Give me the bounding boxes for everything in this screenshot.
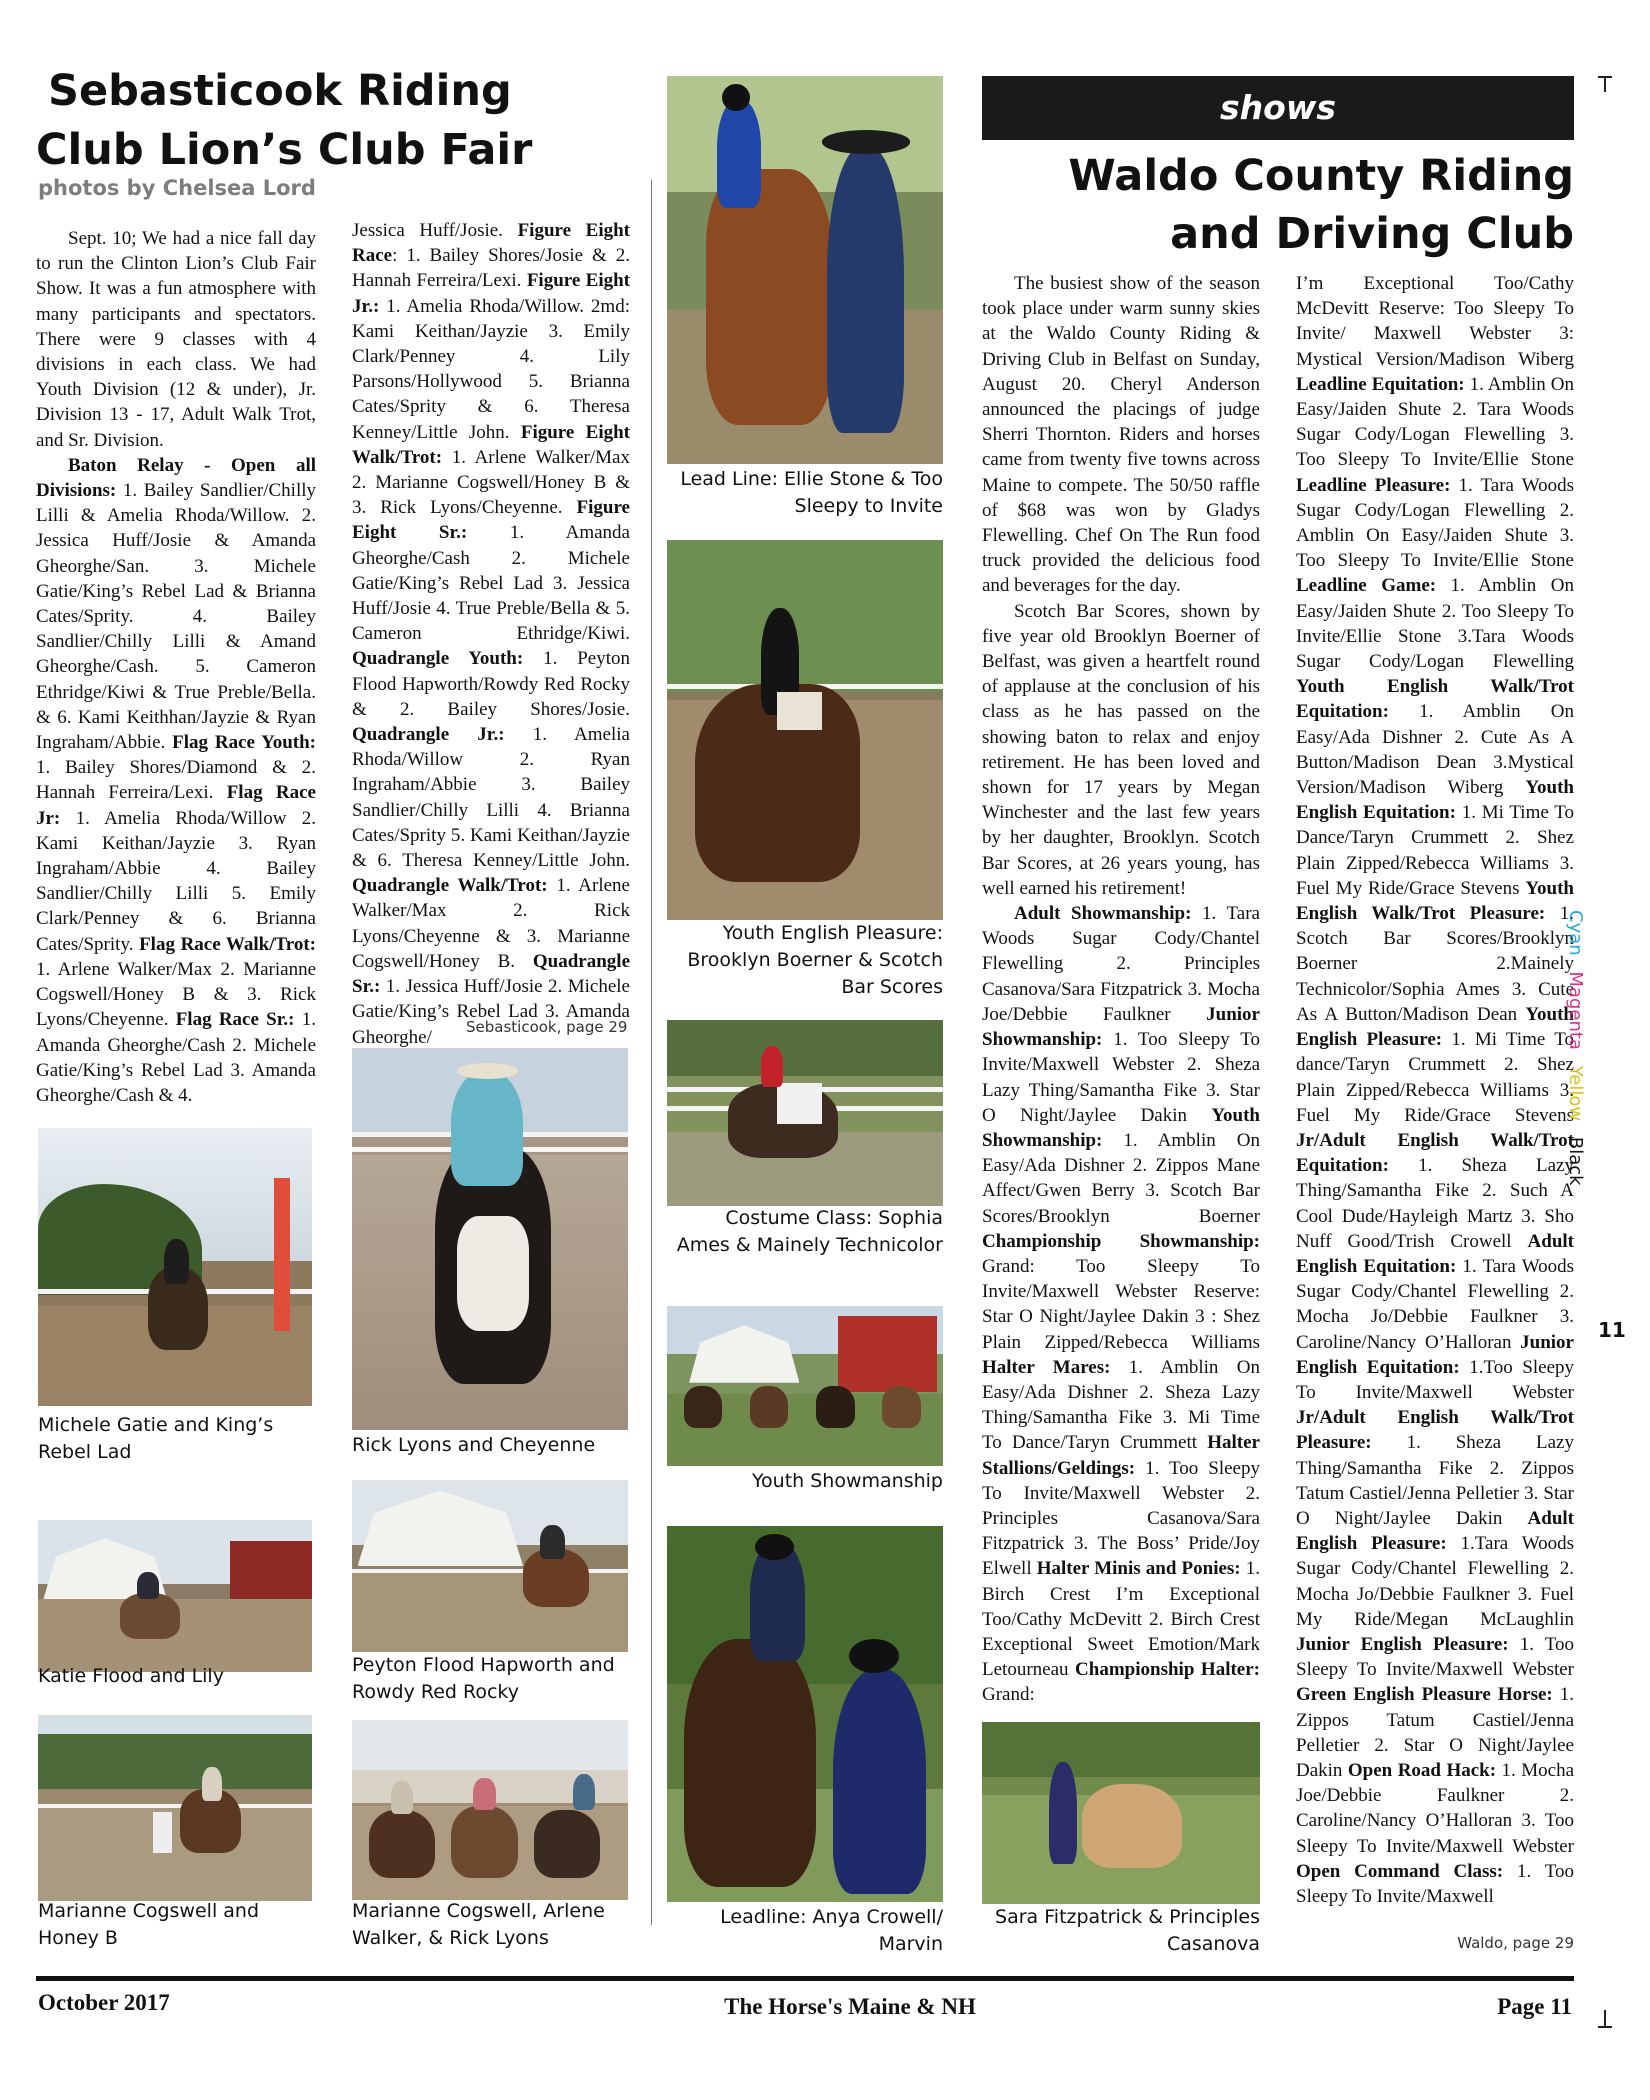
- photo-youth-english: [667, 540, 943, 920]
- right-col-1: [982, 271, 1260, 1708]
- class-heading: Youth English Walk/Trot Pleasure:: [1296, 877, 1574, 925]
- left-article-title: [48, 68, 512, 115]
- class-results: 1. Amblin On Easy/Jaiden Shute 2. Tara Woods Sugar Cody/Logan Flewelling 3. Too Sleepy To Invite/Ellie Stone: [1296, 373, 1574, 471]
- section-banner: [982, 76, 1574, 140]
- right-article-title: [982, 147, 1574, 263]
- class-heading: Adult English Pleasure:: [1296, 1507, 1574, 1555]
- reg-yellow: Yellow: [1565, 1065, 1586, 1122]
- left-title-line2: Club Lion’s Club Fair: [36, 125, 533, 175]
- class-heading: Flag Race Walk/Trot:: [139, 933, 316, 955]
- class-results: 1. Bailey Sandlier/Chilly Lilli & Amelia Rhoda/Willow. 2. Jessica Huff/Josie & Amanda Gheorghe/San. 3. Michele Gatie/King’s Rebel Lad & Brianna Cates/Sprity. 4. Bailey Sandlier/Chilly Lilli & Amand Gheorghe/Cash. 5. Cameron Ethridge/Kiwi & True Preble/Bella. & 6. Kami Keithhan/Jayzie & Ryan Ingraham/Abbie.: [36, 480, 316, 754]
- class-results: 1. Amblin On Easy/Jaiden Shute 2. Too Sleepy To Invite/Ellie Stone 3.Tara Woods Sugar Cody/Logan Flewelling: [1296, 575, 1574, 673]
- class-results: 1. Arlene Walker/Max 2. Marianne Cogswell/Honey B & 3. Rick Lyons/Cheyenne.: [352, 446, 630, 519]
- class-results: 1. Amanda Gheorghe/Cash 2. Michele Gatie/King’s Rebel Lad 3. Jessica Huff/Josie 4. True Preble/Bella & 5. Cameron Ethridge/Kiwi.: [352, 522, 630, 645]
- right-intro-paragraph: The busiest show of the season took place under warm sunny skies at the Waldo County Riding & Driving Club in Belfast on Sunday, August 20. Cheryl Anderson announced the placings of judge Sherri Thornton. Riders and horses came from twenty five towns across Maine to compete. The 50/50 raffle of $68 was won by Gladys Flewelling. Chef On The Run food truck provided the delicious food and beverages for the day.: [982, 273, 1260, 597]
- caption-marianne: Marianne Cogswell and Honey B: [38, 1900, 260, 1949]
- class-results: 1. Birch Crest I’m Exceptional Too/Cathy McDevitt 2. Birch Crest Exceptional Sweet Emotion/Mark Letourneau: [982, 1558, 1260, 1681]
- crop-mark-top-v: [1604, 76, 1606, 92]
- right-results-paragraph: [982, 901, 1260, 1708]
- class-results: 1. Scotch Bar Scores/Brooklyn Boerner 2.Mainely Technicolor/Sophia Ames 3. Cute As A Button/Madison Dean: [1296, 903, 1574, 1025]
- crop-mark-bottom: [1598, 2026, 1612, 2028]
- class-heading: Championship Showmanship:: [982, 1230, 1260, 1252]
- class-results: 1. Bailey Shores/Diamond & 2. Hannah Ferreira/Lexi.: [36, 757, 316, 804]
- right-col-2: [1296, 271, 1574, 1909]
- class-results: 1. Arlene Walker/Max 2. Marianne Cogswell/Honey B & 3. Rick Lyons/Cheyenne.: [36, 958, 316, 1031]
- caption-michele: Michele Gatie and King’s Rebel Lad: [38, 1414, 274, 1463]
- class-heading: Quadrangle Jr.:: [352, 724, 505, 746]
- left-col2-paragraph: [352, 218, 630, 1050]
- class-results: 1. Amblin On Easy/Ada Dishner 2. Zippos Mane Affect/Gwen Berry 3. Scotch Bar Scores/Brooklyn Boerner: [982, 1129, 1260, 1227]
- class-heading: Figure Eight Walk/Trot:: [352, 421, 630, 468]
- footer-publication: The Horse's Maine & NH: [724, 1994, 976, 2019]
- class-results: 1. Amblin On Easy/Ada Dishner 2. Sheza Lazy Thing/Samantha Fike 3. Mi Time To Dance/Taryn Crummett: [982, 1356, 1260, 1454]
- class-results: 1. Amblin On Easy/Ada Dishner 2. Cute As A Button/Madison Dean 3.Mystical Version/Madison Wiberg: [1296, 701, 1574, 799]
- reg-cyan: Cyan: [1565, 910, 1586, 956]
- class-results: 1. Amelia Rhoda/Willow. 2md: Kami Keithan/Jayzie 3. Emily Clark/Penney 4. Lily Parsons/Hollywood 5. Brianna Cates/Sprity & 6. Theresa Kenney/Little John.: [352, 295, 630, 443]
- class-results: 1. Sheza Lazy Thing/Samantha Fike 2. Such A Cool Dude/Hayleigh Martz 3. Sho Nuff Good/Trish Crowell: [1296, 1155, 1574, 1252]
- class-results: 1. Tara Woods Sugar Cody/Chantel Flewelling 2. Principles Casanova/Sara Fitzpatrick 3. Mocha Joe/Debbie Faulkner: [982, 903, 1260, 1025]
- class-heading: Youth English Equitation:: [1296, 777, 1574, 824]
- left-title-line1: Sebasticook Riding: [48, 66, 512, 116]
- class-heading: Flag Race Youth:: [172, 732, 317, 754]
- class-results: 1. Mocha Joe/Debbie Faulkner 2. Caroline/Nancy O’Halloran 3. Too Sleepy To Invite/Maxwell Webster: [1296, 1759, 1575, 1857]
- photo-peyton-flood: [352, 1480, 628, 1652]
- class-heading: Halter Stallions/Geldings:: [982, 1432, 1260, 1479]
- photo-youth-showmanship: [667, 1306, 943, 1466]
- caption-rick: Rick Lyons and Cheyenne: [352, 1434, 596, 1456]
- photo-michele-gatie: [38, 1128, 312, 1406]
- class-heading: Figure Eight Race: [352, 220, 630, 267]
- class-results: 1.Too Sleepy To Invite/Maxwell Webster: [1296, 1356, 1574, 1403]
- class-results: 1. Arlene Walker/Max 2. Rick Lyons/Cheyenne & 3. Marianne Cogswell/Honey B.: [352, 875, 630, 972]
- class-heading: Quadrangle Sr.:: [352, 950, 630, 998]
- photo-leadline-anya: [667, 1526, 943, 1902]
- class-heading: Junior Showmanship:: [982, 1003, 1260, 1051]
- class-results: 1. Amanda Gheorghe/Cash 2. Michele Gatie/King’s Rebel Lad 3. Amanda Gheorghe/Cash & 4.: [36, 1009, 317, 1106]
- class-results: 1. Jessica Huff/Josie 2. Michele Gatie/King’s Rebel Lad 3. Amanda Gheorghe/: [352, 976, 630, 1048]
- class-heading: Adult English Equitation:: [1296, 1230, 1574, 1277]
- class-heading: Leadline Equitation:: [1296, 373, 1465, 395]
- class-results: 1. Too Sleepy To Invite/Maxwell: [1296, 1860, 1574, 1907]
- left-col-2: [352, 218, 630, 1050]
- caption-sara: Sara Fitzpatrick & Principles Casanova: [995, 1906, 1260, 1955]
- class-heading: Junior English Pleasure:: [1296, 1633, 1509, 1655]
- class-heading: Junior English Equitation:: [1296, 1331, 1574, 1378]
- class-heading: Youth English Walk/Trot Equitation:: [1296, 676, 1574, 723]
- class-results: : 1. Bailey Shores/Josie & 2. Hannah Ferreira/Lexi.: [352, 245, 630, 292]
- left-results-paragraph: [36, 453, 316, 1108]
- photo-rick-lyons: [352, 1048, 628, 1430]
- folio-number: 11: [1598, 1318, 1626, 1342]
- photo-marianne-cogswell: [38, 1715, 312, 1901]
- class-heading: Adult Showmanship:: [1014, 903, 1192, 925]
- class-results: 1. Too Sleepy To Invite/Maxwell Webster 2. Principles Casanova/Sara Fitzpatrick 3. The Boss’ Pride/Joy Elwell: [982, 1457, 1260, 1580]
- class-heading: Green English Pleasure Horse:: [1296, 1684, 1553, 1706]
- left-byline: photos by Chelsea Lord: [38, 176, 316, 200]
- caption-group: Marianne Cogswell, Arlene Walker, & Rick Lyons: [352, 1900, 605, 1949]
- class-heading: Jr/Adult English Walk/Trot Pleasure:: [1296, 1407, 1574, 1454]
- left-article-title-2: [36, 127, 532, 174]
- class-heading: Baton Relay - Open all Divisions:: [36, 454, 316, 502]
- class-results: 1.Tara Woods Sugar Cody/Chantel Flewelling 2. Mocha Jo/Debbie Faulkner 3. Fuel My Ride/Megan McLaughlin: [1296, 1533, 1575, 1630]
- class-results: 1. Tara Woods Sugar Cody/Logan Flewelling 2. Amblin On Easy/Jaiden Shute 3. Too Sleepy To Invite/Ellie Stone: [1296, 474, 1575, 572]
- left-intro-paragraph: Sept. 10; We had a nice fall day to run the Clinton Lion’s Club Fair Show. It was a fun atmosphere with many participants and spectators. There were 9 classes with 4 divisions in each class. We had Youth Division (12 & under), Jr. Division 13 - 17, Adult Walk Trot, and Sr. Division.: [36, 228, 316, 451]
- photo-group-riders: [352, 1720, 628, 1900]
- class-results: 1. Too Sleepy To Invite/Maxwell Webster: [1296, 1633, 1575, 1681]
- class-results: Grand: Too Sleepy To Invite/Maxwell Webster Reserve: Star O Night/Jaylee Dakin 3 : Shez Plain Zipped/Rebecca Williams: [982, 1255, 1260, 1353]
- class-results: I’m Exceptional Too/Cathy McDevitt Reserve: Too Sleepy To Invite/ Maxwell Webster 3: Mystical Version/Madison Wiberg: [1296, 273, 1574, 370]
- class-heading: Flag Race Sr.:: [175, 1009, 295, 1031]
- class-heading: Open Command Class:: [1296, 1860, 1504, 1882]
- left-col-1: [36, 226, 316, 1108]
- class-heading: Figure Eight Jr.:: [352, 270, 631, 317]
- right-col2-paragraph: [1296, 271, 1574, 1909]
- class-heading: Quadrangle Youth:: [352, 648, 524, 670]
- class-results: 1. Mi Time To Dance/Taryn Crummett 2. Shez Plain Zipped/Rebecca Williams 3. Fuel My Ride/Grace Stevens: [1296, 802, 1574, 899]
- class-results: 1. Zippos Tatum Castiel/Jenna Pelletier 2. Star O Night/Jaylee Dakin: [1296, 1684, 1575, 1781]
- class-heading: Leadline Game:: [1296, 575, 1437, 597]
- footer-page: Page 11: [1497, 1994, 1572, 2019]
- photo-katie-flood: [38, 1520, 312, 1672]
- class-results: Jessica Huff/Josie.: [352, 220, 518, 241]
- column-divider: [651, 180, 652, 1925]
- class-results: 1. Mi Time To dance/Taryn Crummett 2. Shez Plain Zipped/Rebecca Williams 3. Fuel My Ride/Grace Stevens: [1296, 1029, 1574, 1126]
- caption-youth-showmanship: Youth Showmanship: [751, 1470, 943, 1492]
- class-heading: Leadline Pleasure:: [1296, 474, 1451, 496]
- class-heading: Figure Eight Sr.:: [352, 497, 630, 544]
- class-heading: Jr/Adult English Walk/Trot Equitation:: [1296, 1129, 1574, 1177]
- caption-peyton: Peyton Flood Hapworth and Rowdy Red Rocky: [352, 1654, 615, 1703]
- class-heading: Championship Halter:: [1075, 1659, 1260, 1681]
- caption-leadline-anya: Leadline: Anya Crowell/ Marvin: [720, 1906, 943, 1955]
- class-heading: Halter Minis and Ponies:: [1036, 1558, 1241, 1580]
- class-results: 1. Sheza Lazy Thing/Samantha Fike 2. Zippos Tatum Castiel/Jenna Pelletier 3. Star O Night/Jaylee Dakin: [1296, 1432, 1574, 1529]
- class-heading: Youth Showmanship:: [982, 1104, 1260, 1151]
- right-retirement-paragraph: Scotch Bar Scores, shown by five year old Brooklyn Boerner of Belfast, was given a heartfelt round of applause at the conclusion of his class as he has passed on the showing baton to relax and enjoy retirement. He has been loved and shown for 17 years by Megan Winchester and the last few years by her daughter, Brooklyn. Scotch Bar Scores, at 26 years young, has well earned his retirement!: [982, 600, 1260, 899]
- caption-costume: Costume Class: Sophia Ames & Mainely Technicolor: [676, 1207, 943, 1256]
- photo-costume-class: [667, 1020, 943, 1206]
- sebasticook-continued[interactable]: Sebasticook, page 29: [466, 1018, 628, 1036]
- caption-leadline-ellie: Lead Line: Ellie Stone & Too Sleepy to Invite: [680, 468, 943, 517]
- caption-katie: Katie Flood and Lily: [38, 1665, 224, 1687]
- class-results: 1. Too Sleepy To Invite/Maxwell Webster 2. Sheza Lazy Thing/Samantha Fike 3. Star O Night/Jaylee Dakin: [982, 1029, 1260, 1126]
- class-heading: Quadrangle Walk/Trot:: [352, 875, 548, 897]
- section-banner-label: shows: [1220, 88, 1336, 127]
- class-heading: Open Road Hack:: [1347, 1759, 1497, 1781]
- color-registration-strip: [1565, 910, 1586, 1186]
- photo-leadline-ellie: [667, 76, 943, 464]
- class-heading: Halter Mares:: [982, 1356, 1111, 1378]
- class-heading: Flag Race Jr:: [36, 782, 316, 829]
- footer-rule: [36, 1976, 1574, 1981]
- waldo-continued[interactable]: Waldo, page 29: [1457, 1934, 1574, 1952]
- class-heading: Youth English Pleasure:: [1296, 1003, 1574, 1051]
- crop-mark-bottom-v: [1604, 2010, 1606, 2026]
- reg-black: Black: [1565, 1136, 1586, 1186]
- class-results: 1. Amelia Rhoda/Willow 2. Kami Keithan/Jayzie 3. Ryan Ingraham/Abbie 4. Bailey Sandlier/Chilly Lilli 5. Emily Clark/Penney & 6. Brianna Cates/Sprity.: [36, 807, 316, 955]
- class-results: 1. Peyton Flood Hapworth/Rowdy Red Rocky & 2. Bailey Shores/Josie.: [352, 648, 630, 720]
- class-results: Grand:: [982, 1684, 1035, 1706]
- footer-date: October 2017: [38, 1990, 170, 2015]
- class-results: 1. Amelia Rhoda/Willow 2. Ryan Ingraham/Abbie 3. Bailey Sandlier/Chilly Lilli 4. Brianna Cates/Sprity 5. Kami Keithan/Jayzie & 6. Theresa Kenney/Little John.: [352, 724, 630, 872]
- right-title-line1: Waldo County Riding: [1068, 151, 1574, 201]
- reg-magenta: Magenta: [1565, 971, 1586, 1050]
- right-title-line2: and Driving Club: [1170, 209, 1574, 259]
- caption-youth-english: Youth English Pleasure: Brooklyn Boerner & Scotch Bar Scores: [687, 922, 943, 998]
- class-results: 1. Tara Woods Sugar Cody/Chantel Flewelling 2. Mocha Jo/Debbie Faulkner 3. Caroline/Nancy O’Halloran: [1296, 1255, 1575, 1353]
- photo-sara-fitzpatrick: [982, 1722, 1260, 1904]
